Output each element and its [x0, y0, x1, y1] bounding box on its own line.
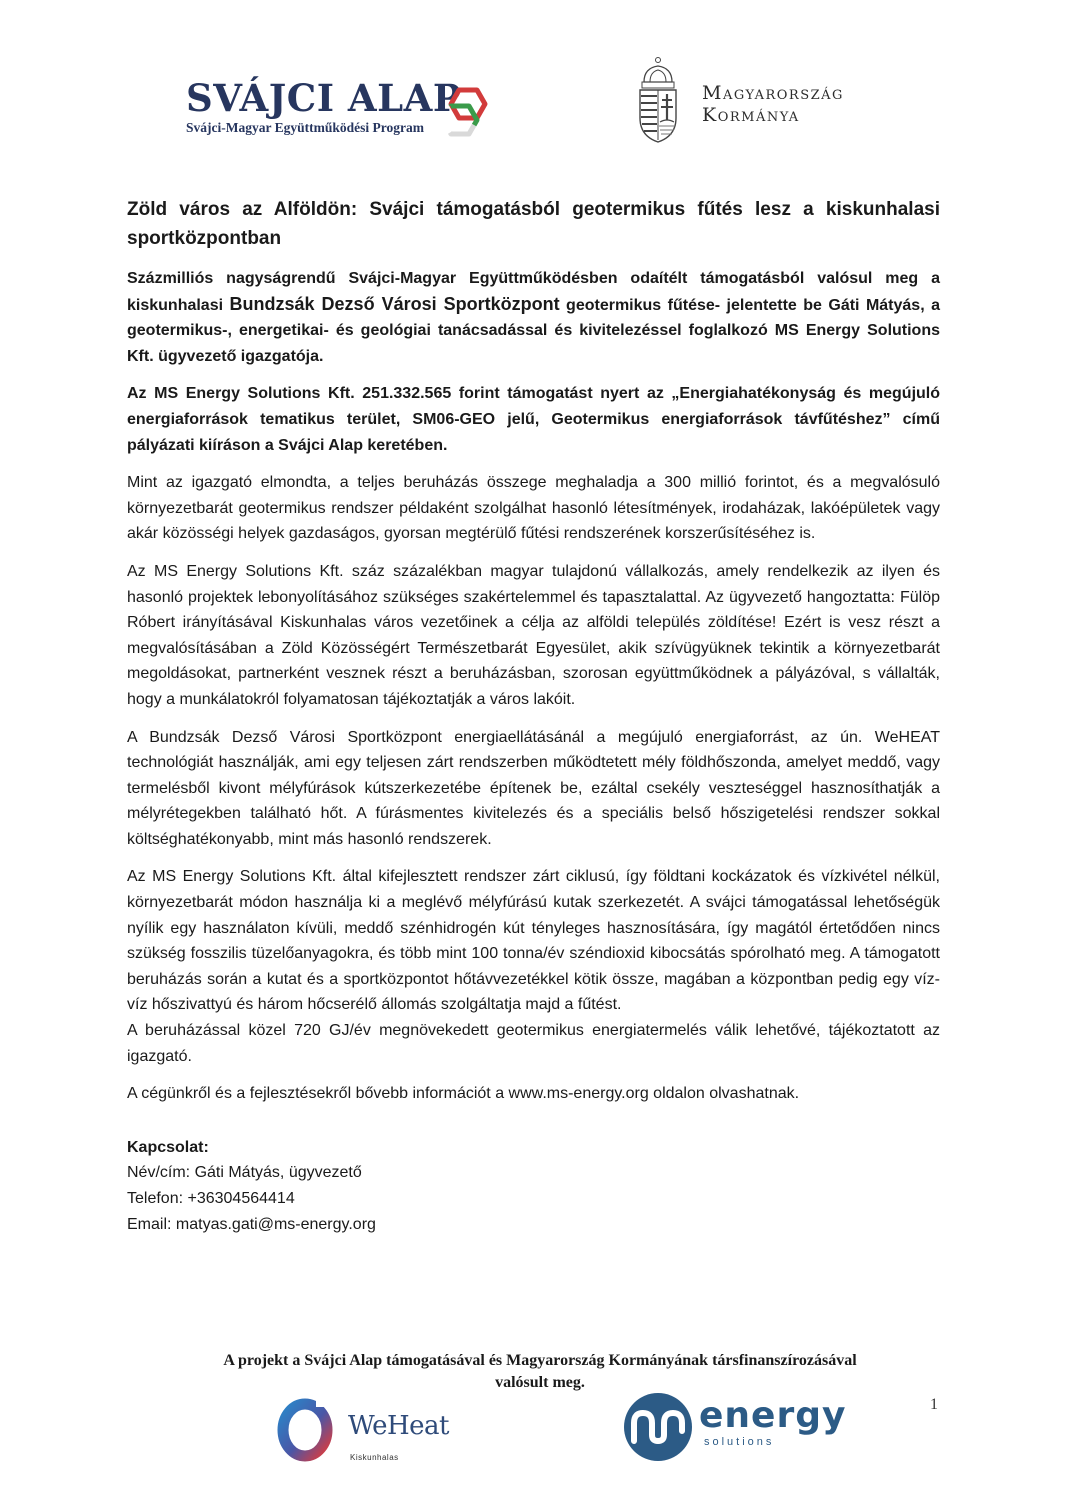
paragraph-energy-output: A beruházással közel 720 GJ/év megnövekedett geotermikus energiatermelés válik lehetővé, tájékoztatott az igazgató. — [127, 1022, 940, 1065]
weheat-subtitle: Kiskunhalas — [350, 1453, 399, 1462]
ms-energy-subtitle: solutions — [704, 1436, 775, 1448]
lead-highlight-sportcenter: Bundzsák Dezső Városi Sportközpont — [229, 293, 560, 314]
swiss-hungarian-hexagon-icon — [437, 82, 497, 142]
paragraph-system: Az MS Energy Solutions Kft. által kifejlesztett rendszer zárt ciklusú, így földtani kockázatok és vízkivétel nélkül, környezetbarát módon használja ki a meglévő mélyfúrású kutak szerkezetét. A svájci támogatással lehetőségük nyílik egy használaton kívüli, meddő szénhidrogén kút tényleges hasznosítására, így magától értetődően nincs szükség fosszilis tüzelőanyagokra, és több mint 100 tonna/év széndioxid kibocsátás spórolható meg. A támogatott beruházás során a kutat és a sportközpontot hőtávvezetékkel kötik össze, magában a központban pedig egy víz-víz hőszivattyú és három hőcserélő állomás szolgáltatja majd a fűtést. — [127, 868, 940, 1014]
paragraph-more-info: A cégünkről és a fejlesztésekről bővebb információt a www.ms-energy.org oldalon olvashatnak. — [127, 1085, 800, 1103]
hungarian-coat-of-arms-icon — [636, 56, 680, 144]
contact-name: Név/cím: Gáti Mátyás, ügyvezető — [127, 1164, 362, 1182]
government-name-line1: Magyarország — [702, 82, 844, 104]
contact-email: Email: matyas.gati@ms-energy.org — [127, 1215, 376, 1233]
svajci-alap-title: SVÁJCI ALAP — [186, 76, 462, 120]
page-number: 1 — [930, 1396, 938, 1413]
weheat-ring-icon — [276, 1395, 334, 1463]
funding-note-line2: valósult meg. — [495, 1374, 585, 1391]
government-name-line2: Kormánya — [702, 104, 800, 126]
lead-part2: geotermikus fűtése- jelentette be Gáti Mátyás, a geotermikus-, energetikai- és geológiai tanácsadással és kivitelezéssel foglalkozó MS Energy Solutions Kft. ügyvezető igazgatója. — [127, 296, 940, 365]
funding-note-line1: A projekt a Svájci Alap támogatásával és Magyarország Kormányának társfinanszírozásával — [223, 1352, 857, 1369]
paragraph-investment: Mint az igazgató elmondta, a teljes beruházás összege meghaladja a 300 millió forintot, és a megvalósuló környezetbarát geotermikus rendszer példaként szolgálhat hasonló létesítmények, irodaházak, lakóépületek vagy akár közösségi helyek gazdaságos, gyorsan megtérülő fűtési rendszerének korszerűsítéséhez is. — [127, 474, 940, 543]
government-name — [702, 82, 844, 126]
contact-phone: Telefon: +36304564414 — [127, 1190, 295, 1207]
ms-energy-name: energy — [699, 1395, 847, 1436]
article-body — [127, 195, 940, 1237]
contact-block — [127, 1135, 940, 1237]
ms-energy-logo — [624, 1393, 854, 1473]
article-title: Zöld város az Alföldön: Svájci támogatásból geotermikus fűtés lesz a kiskunhalasi sportközpontban — [127, 199, 940, 249]
svajci-alap-subtitle: Svájci-Magyar Együttműködési Program — [186, 120, 424, 135]
weheat-name: WeHeat — [348, 1411, 449, 1441]
contact-heading: Kapcsolat: — [127, 1138, 209, 1156]
lead-part1: Százmilliós nagyságrendű Svájci-Magyar Együttműködésben odaítélt támogatásból valósul meg a kiskunhalasi — [127, 270, 940, 314]
lead-paragraph — [127, 266, 940, 369]
paragraph-weheat-technology: A Bundzsák Dezső Városi Sportközpont energiaellátásánál a megújuló energiaforrást, az ún. WeHEAT technológiát használják, ami egy teljesen zárt rendszerben működtetett mély földhőszonda, amelyet meddő, vagy termelésből kivont mélyfúrások kútszerkezetébe építenek be, ezáltal csekély veszteséggel hasznosíthatják a mélyrétegekben található hőt. A fúrásmentes kivitelezés és a speciális belső hőszigetelési rendszer sokkal költséghatékonyabb, mint más hasonló rendszerek. — [127, 728, 940, 848]
paragraph-company: Az MS Energy Solutions Kft. száz százalékban magyar tulajdonú vállalkozás, amely rendelkezik az ilyen és hasonló projektek lebonyolításához szükséges szakértelemmel és tapasztalattal. Az ügyvezető hangoztatta: Fülöp Róbert irányításával Kiskunhalas város vezetőinek a célja az alföldi település zöldítése! Ezért is vesz részt a megvalósításában a Zöld Közösségért Természetbarát Egyesület, akik szívügyüknek tekintik a környezetbarát megoldásokat, partnerként vesznek részt a beruházásban, szorosan együttműködnek a pályázóval, s vállalták, hogy a munkálatokról folyamatosan tájékoztatják a város lakóit. — [127, 562, 940, 708]
funding-footer-note — [140, 1350, 940, 1394]
funding-paragraph: Az MS Energy Solutions Kft. 251.332.565 forint támogatást nyert az „Energiahatékonyság és megújuló energiaforrások tematikus terület, SM06-GEO jelű, Geotermikus energiaforrások távfűtéshez” című pályázati kiíráson a Svájci Alap keretében. — [127, 385, 940, 454]
ms-circle-icon — [624, 1393, 692, 1461]
svajci-alap-logo — [186, 78, 461, 136]
weheat-logo — [272, 1395, 472, 1475]
